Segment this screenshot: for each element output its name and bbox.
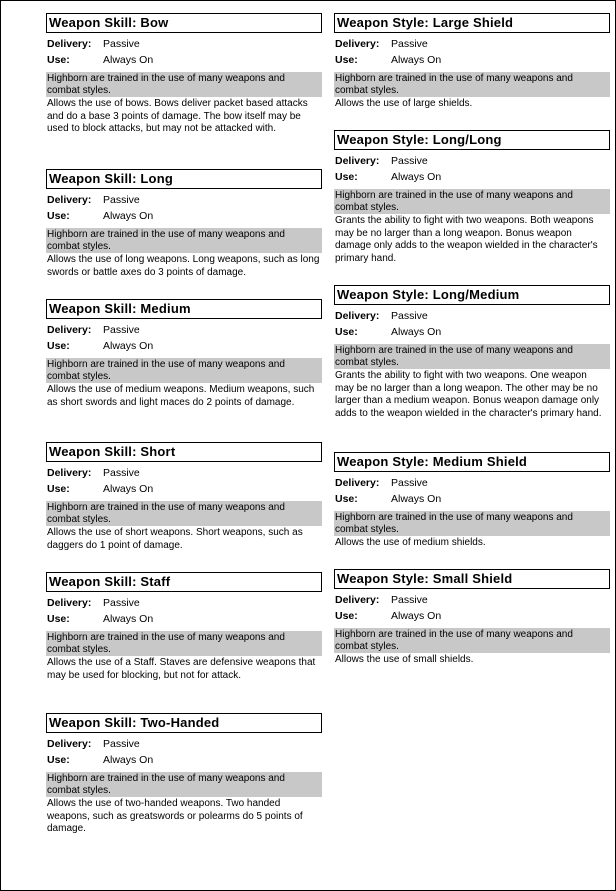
use-row <box>334 52 610 68</box>
delivery-row <box>46 736 322 752</box>
delivery-row <box>334 308 610 324</box>
use-row <box>334 169 610 185</box>
skill-card <box>46 13 322 136</box>
skill-description: Grants the ability to fight with two weapons. Both weapons may be no larger than a long weapon. Bonus weapon damage only adds to the weapon wielded in the character's primary hand. <box>335 215 598 264</box>
use-row <box>334 324 610 340</box>
skill-description: Allows the use of short weapons. Short weapons, such as daggers do 1 point of damage. <box>47 527 303 551</box>
use-value: Always On <box>103 340 154 352</box>
skill-description: Allows the use of small shields. <box>335 654 474 665</box>
delivery-label: Delivery: <box>335 310 380 322</box>
skill-card <box>46 572 322 682</box>
flavor-text: Highborn are trained in the use of many weapons and combat styles. <box>334 628 610 653</box>
skill-card <box>334 130 610 265</box>
delivery-label: Delivery: <box>47 738 92 750</box>
delivery-label: Delivery: <box>335 594 380 606</box>
delivery-row <box>46 465 322 481</box>
skill-title: Weapon Skill: Bow <box>46 13 322 33</box>
delivery-row <box>334 153 610 169</box>
use-label: Use: <box>47 754 70 766</box>
use-row <box>334 491 610 507</box>
skill-card <box>334 13 610 111</box>
use-label: Use: <box>47 210 70 222</box>
skill-title: Weapon Style: Long/Long <box>334 130 610 150</box>
use-label: Use: <box>47 483 70 495</box>
skill-title: Weapon Style: Small Shield <box>334 569 610 589</box>
skill-card <box>334 452 610 550</box>
delivery-row <box>46 322 322 338</box>
flavor-text: Highborn are trained in the use of many weapons and combat styles. <box>46 358 322 383</box>
skill-card <box>46 169 322 279</box>
skill-card <box>334 569 610 667</box>
delivery-row <box>46 36 322 52</box>
delivery-value: Passive <box>103 38 140 50</box>
delivery-value: Passive <box>103 597 140 609</box>
delivery-value: Passive <box>391 310 428 322</box>
flavor-text: Highborn are trained in the use of many weapons and combat styles. <box>46 631 322 656</box>
flavor-text: Highborn are trained in the use of many weapons and combat styles. <box>46 772 322 797</box>
use-label: Use: <box>335 171 358 183</box>
delivery-label: Delivery: <box>335 477 380 489</box>
delivery-value: Passive <box>103 194 140 206</box>
skill-card <box>46 713 322 836</box>
skill-title: Weapon Style: Medium Shield <box>334 452 610 472</box>
flavor-text: Highborn are trained in the use of many weapons and combat styles. <box>334 511 610 536</box>
delivery-row <box>334 592 610 608</box>
use-row <box>46 611 322 627</box>
use-value: Always On <box>103 54 154 66</box>
use-value: Always On <box>391 493 442 505</box>
flavor-text: Highborn are trained in the use of many weapons and combat styles. <box>334 72 610 97</box>
skill-card <box>46 442 322 552</box>
skill-title: Weapon Skill: Staff <box>46 572 322 592</box>
flavor-text: Highborn are trained in the use of many weapons and combat styles. <box>334 344 610 369</box>
delivery-row <box>334 36 610 52</box>
skill-title: Weapon Skill: Two-Handed <box>46 713 322 733</box>
delivery-label: Delivery: <box>47 38 92 50</box>
use-label: Use: <box>47 54 70 66</box>
skill-description: Allows the use of a Staff. Staves are defensive weapons that may be used for blocking, but not for attack. <box>47 657 316 681</box>
use-value: Always On <box>103 754 154 766</box>
flavor-text: Highborn are trained in the use of many weapons and combat styles. <box>46 501 322 526</box>
delivery-label: Delivery: <box>47 324 92 336</box>
skill-description: Allows the use of medium weapons. Medium weapons, such as short swords and light maces do 2 points of damage. <box>47 384 315 408</box>
flavor-text: Highborn are trained in the use of many weapons and combat styles. <box>46 228 322 253</box>
use-value: Always On <box>103 613 154 625</box>
use-value: Always On <box>103 210 154 222</box>
skill-card <box>334 285 610 420</box>
delivery-value: Passive <box>103 324 140 336</box>
use-row <box>334 608 610 624</box>
skill-title: Weapon Skill: Long <box>46 169 322 189</box>
skill-title: Weapon Style: Large Shield <box>334 13 610 33</box>
skill-description: Allows the use of medium shields. <box>335 537 486 548</box>
skill-description: Grants the ability to fight with two weapons. One weapon may be no larger than a long weapon. The other may be no larger than a medium weapon. Bonus weapon damage only adds to the weapon wielded in the character's primary hand. <box>335 370 602 419</box>
flavor-text: Highborn are trained in the use of many weapons and combat styles. <box>334 189 610 214</box>
use-label: Use: <box>335 610 358 622</box>
skill-description: Allows the use of two-handed weapons. Two handed weapons, such as greatswords or polearms do 5 points of damage. <box>47 798 303 835</box>
delivery-value: Passive <box>103 467 140 479</box>
delivery-label: Delivery: <box>335 38 380 50</box>
use-row <box>46 752 322 768</box>
use-label: Use: <box>335 326 358 338</box>
use-value: Always On <box>391 610 442 622</box>
skill-card <box>46 299 322 409</box>
use-row <box>46 208 322 224</box>
use-value: Always On <box>103 483 154 495</box>
flavor-text: Highborn are trained in the use of many weapons and combat styles. <box>46 72 322 97</box>
skill-description: Allows the use of long weapons. Long weapons, such as long swords or battle axes do 3 points of damage. <box>47 254 320 278</box>
delivery-value: Passive <box>391 594 428 606</box>
use-row <box>46 338 322 354</box>
delivery-value: Passive <box>391 155 428 167</box>
delivery-label: Delivery: <box>47 194 92 206</box>
use-label: Use: <box>335 54 358 66</box>
use-row <box>46 481 322 497</box>
skill-title: Weapon Style: Long/Medium <box>334 285 610 305</box>
skill-title: Weapon Skill: Medium <box>46 299 322 319</box>
delivery-value: Passive <box>391 38 428 50</box>
delivery-row <box>334 475 610 491</box>
use-value: Always On <box>391 171 442 183</box>
skill-description: Allows the use of bows. Bows deliver packet based attacks and do a base 3 points of damage. The bow itself may be used to block attacks, but may not be attacked with. <box>47 98 308 135</box>
use-label: Use: <box>335 493 358 505</box>
delivery-label: Delivery: <box>335 155 380 167</box>
skill-title: Weapon Skill: Short <box>46 442 322 462</box>
use-row <box>46 52 322 68</box>
use-label: Use: <box>47 340 70 352</box>
use-value: Always On <box>391 326 442 338</box>
delivery-row <box>46 192 322 208</box>
delivery-label: Delivery: <box>47 467 92 479</box>
delivery-row <box>46 595 322 611</box>
delivery-value: Passive <box>103 738 140 750</box>
use-label: Use: <box>47 613 70 625</box>
delivery-value: Passive <box>391 477 428 489</box>
use-value: Always On <box>391 54 442 66</box>
delivery-label: Delivery: <box>47 597 92 609</box>
skill-description: Allows the use of large shields. <box>335 98 473 109</box>
